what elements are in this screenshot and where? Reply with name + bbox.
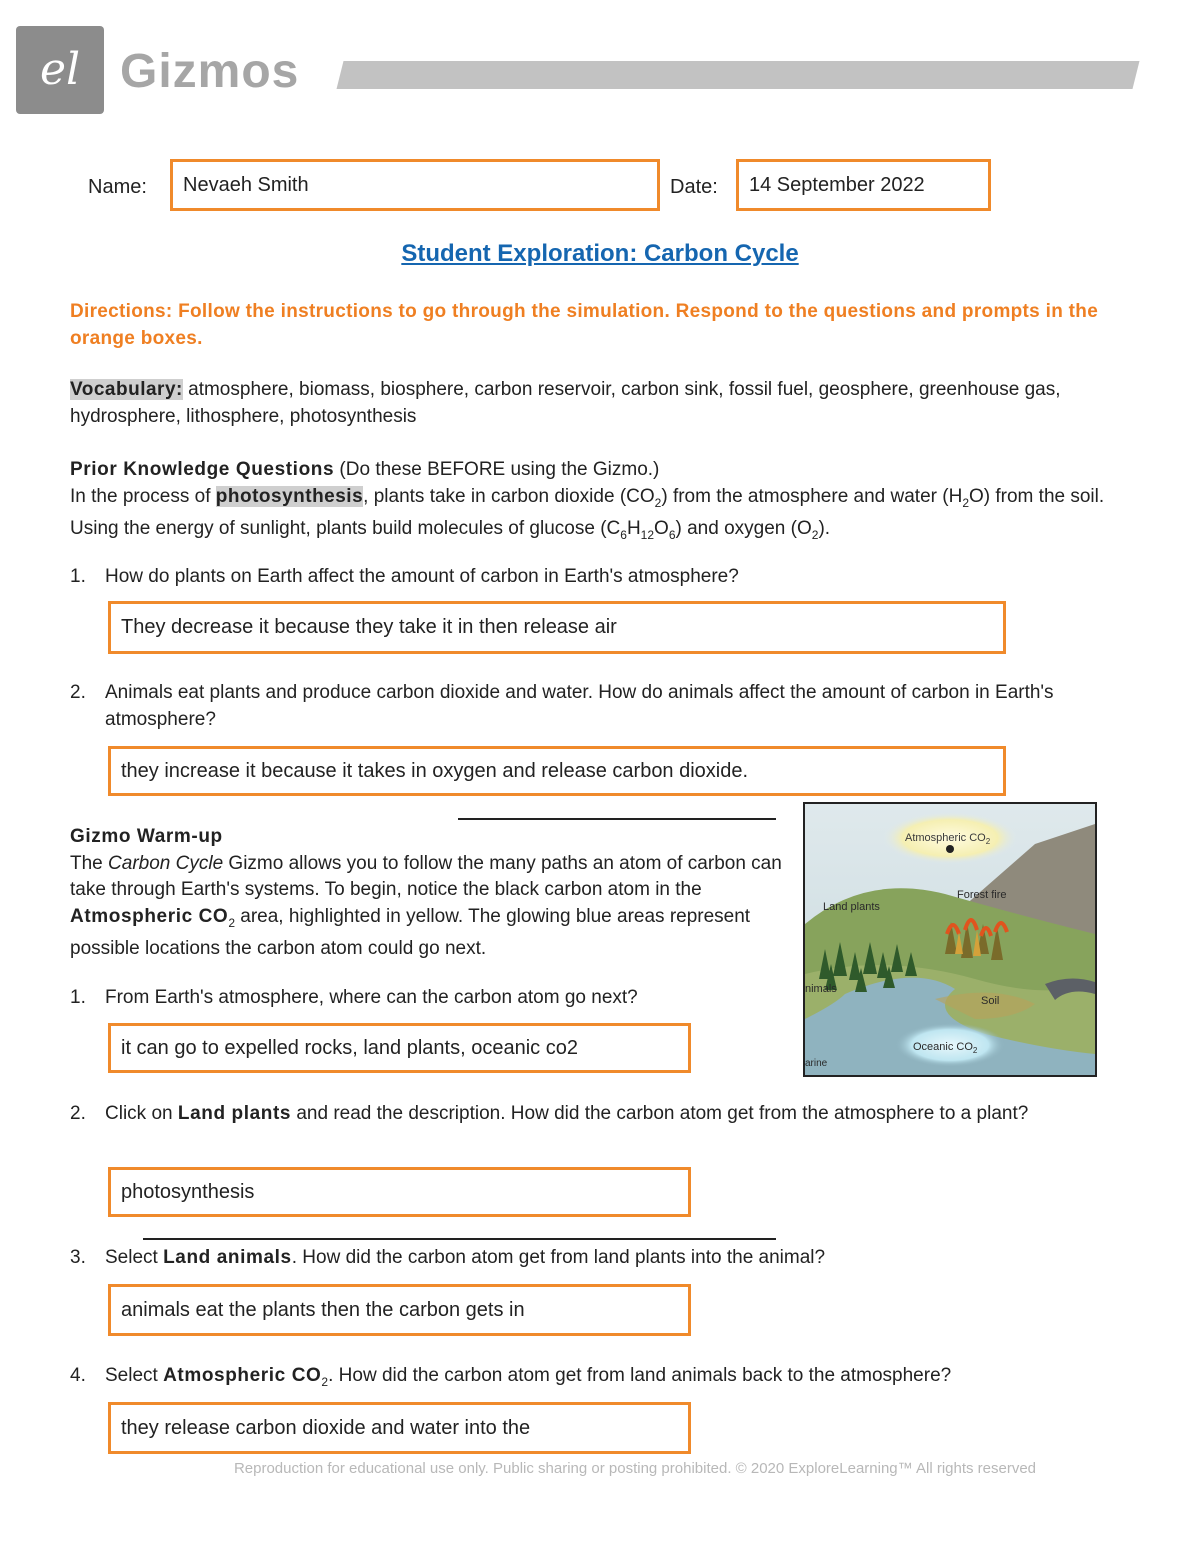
carbon-cycle-scene bbox=[805, 804, 1095, 1075]
photosynthesis-keyword: photosynthesis bbox=[215, 485, 364, 507]
warmup-answer-3[interactable]: animals eat the plants then the carbon gets in bbox=[108, 1284, 691, 1336]
atmospheric-co2-label: Atmospheric $CO_2$ bbox=[905, 832, 991, 846]
vocabulary-terms: atmosphere, biomass, biosphere, carbon reservoir, carbon sink, fossil fuel, geosphere, greenhouse gas, hydrosphere, lithosphere, photosynthesis bbox=[70, 379, 1061, 427]
section-divider bbox=[458, 818, 776, 820]
directions-text: Directions: Follow the instructions to go through the simulation. Respond to the questions and prompts in the orange boxes. bbox=[70, 301, 1099, 349]
page-title: Student Exploration: Carbon Cycle bbox=[401, 240, 799, 267]
pk-question-2: 2. Animals eat plants and produce carbon dioxide and water. How do animals affect the amount of carbon in Earth's atmosphere? bbox=[70, 682, 1054, 730]
carbon-cycle-gizmo-image bbox=[803, 802, 1097, 1077]
warmup-question-3: 3. Select Land animals. How did the carbon atom get from land plants into the animal? bbox=[70, 1247, 826, 1268]
marine-label: arine bbox=[805, 1058, 828, 1069]
prior-knowledge-note: (Do these BEFORE using the Gizmo.) bbox=[334, 459, 660, 480]
warmup-question-1: 1. From Earth's atmosphere, where can the carbon atom go next? bbox=[70, 987, 638, 1008]
warmup-answer-4[interactable]: they release carbon dioxide and water into the bbox=[108, 1402, 691, 1454]
forest-fire-label: Forest fire bbox=[957, 889, 1007, 901]
prior-knowledge-heading: Prior Knowledge Questions bbox=[70, 459, 335, 480]
pk-answer-2[interactable]: they increase it because it takes in oxygen and release carbon dioxide. bbox=[108, 746, 1006, 796]
warmup-answer-2[interactable]: photosynthesis bbox=[108, 1167, 691, 1217]
prior-knowledge-section bbox=[70, 457, 1130, 548]
vocabulary-paragraph bbox=[70, 377, 1070, 430]
warmup-paragraph: The Carbon Cycle Gizmo allows you to follow the many paths an atom of carbon can take through Earth's systems. To begin, notice the black carbon atom in the Atmospheric $CO_2$ area, highlighted in yellow. The glowing blue areas represent possible locations the carbon atom could go next. bbox=[70, 852, 782, 959]
answer-line bbox=[143, 1238, 776, 1240]
soil-label: Soil bbox=[981, 995, 1000, 1007]
land-plants-label: Land plants bbox=[823, 901, 880, 913]
vocabulary-label: Vocabulary: bbox=[70, 379, 183, 400]
copyright-footer: Reproduction for educational use only. Public sharing or posting prohibited. © 2020 ExploreLearning™ All rights reserved bbox=[233, 1460, 1037, 1477]
oceanic-co2-label: Oceanic $CO_2$ bbox=[913, 1041, 978, 1055]
photosynthesis-intro: In the process of photosynthesis, plants take in carbon dioxide $(CO_2)$ from the atmosphere and water $(H_2O)$ from the soil. Using the energy of sunlight, plants build molecules of glucose $(C_6H_{12}O_6)$ and oxygen $(O_2)$. bbox=[70, 485, 1105, 542]
gizmos-wordmark: Gizmos bbox=[120, 45, 300, 98]
date-label: Date: bbox=[670, 176, 718, 198]
warmup-question-4: 4. Select Atmospheric $CO_2$. How did the carbon atom get from land animals back to the atmosphere? bbox=[70, 1365, 952, 1389]
animals-label: nimals bbox=[805, 983, 837, 995]
date-field[interactable]: 14 September 2022 bbox=[736, 159, 991, 211]
warmup-question-2: 2. Click on Land plants and read the description. How did the carbon atom get from the atmosphere to a plant? bbox=[70, 1103, 1029, 1124]
name-field[interactable]: Nevaeh Smith bbox=[170, 159, 660, 211]
warmup-heading: Gizmo Warm-up bbox=[70, 826, 223, 847]
pk-answer-1[interactable]: They decrease it because they take it in then release air bbox=[108, 601, 1006, 654]
explorelearning-logo-icon: el bbox=[39, 44, 81, 95]
header-bar bbox=[337, 61, 1140, 89]
carbon-atom-icon bbox=[946, 845, 954, 853]
name-label: Name: bbox=[88, 176, 147, 198]
pk-question-1: 1. How do plants on Earth affect the amount of carbon in Earth's atmosphere? bbox=[70, 566, 739, 587]
forest-fire bbox=[945, 920, 1007, 960]
logo-badge bbox=[16, 26, 104, 114]
warmup-section bbox=[70, 824, 795, 962]
warmup-answer-1[interactable]: it can go to expelled rocks, land plants, oceanic co2 bbox=[108, 1023, 691, 1073]
